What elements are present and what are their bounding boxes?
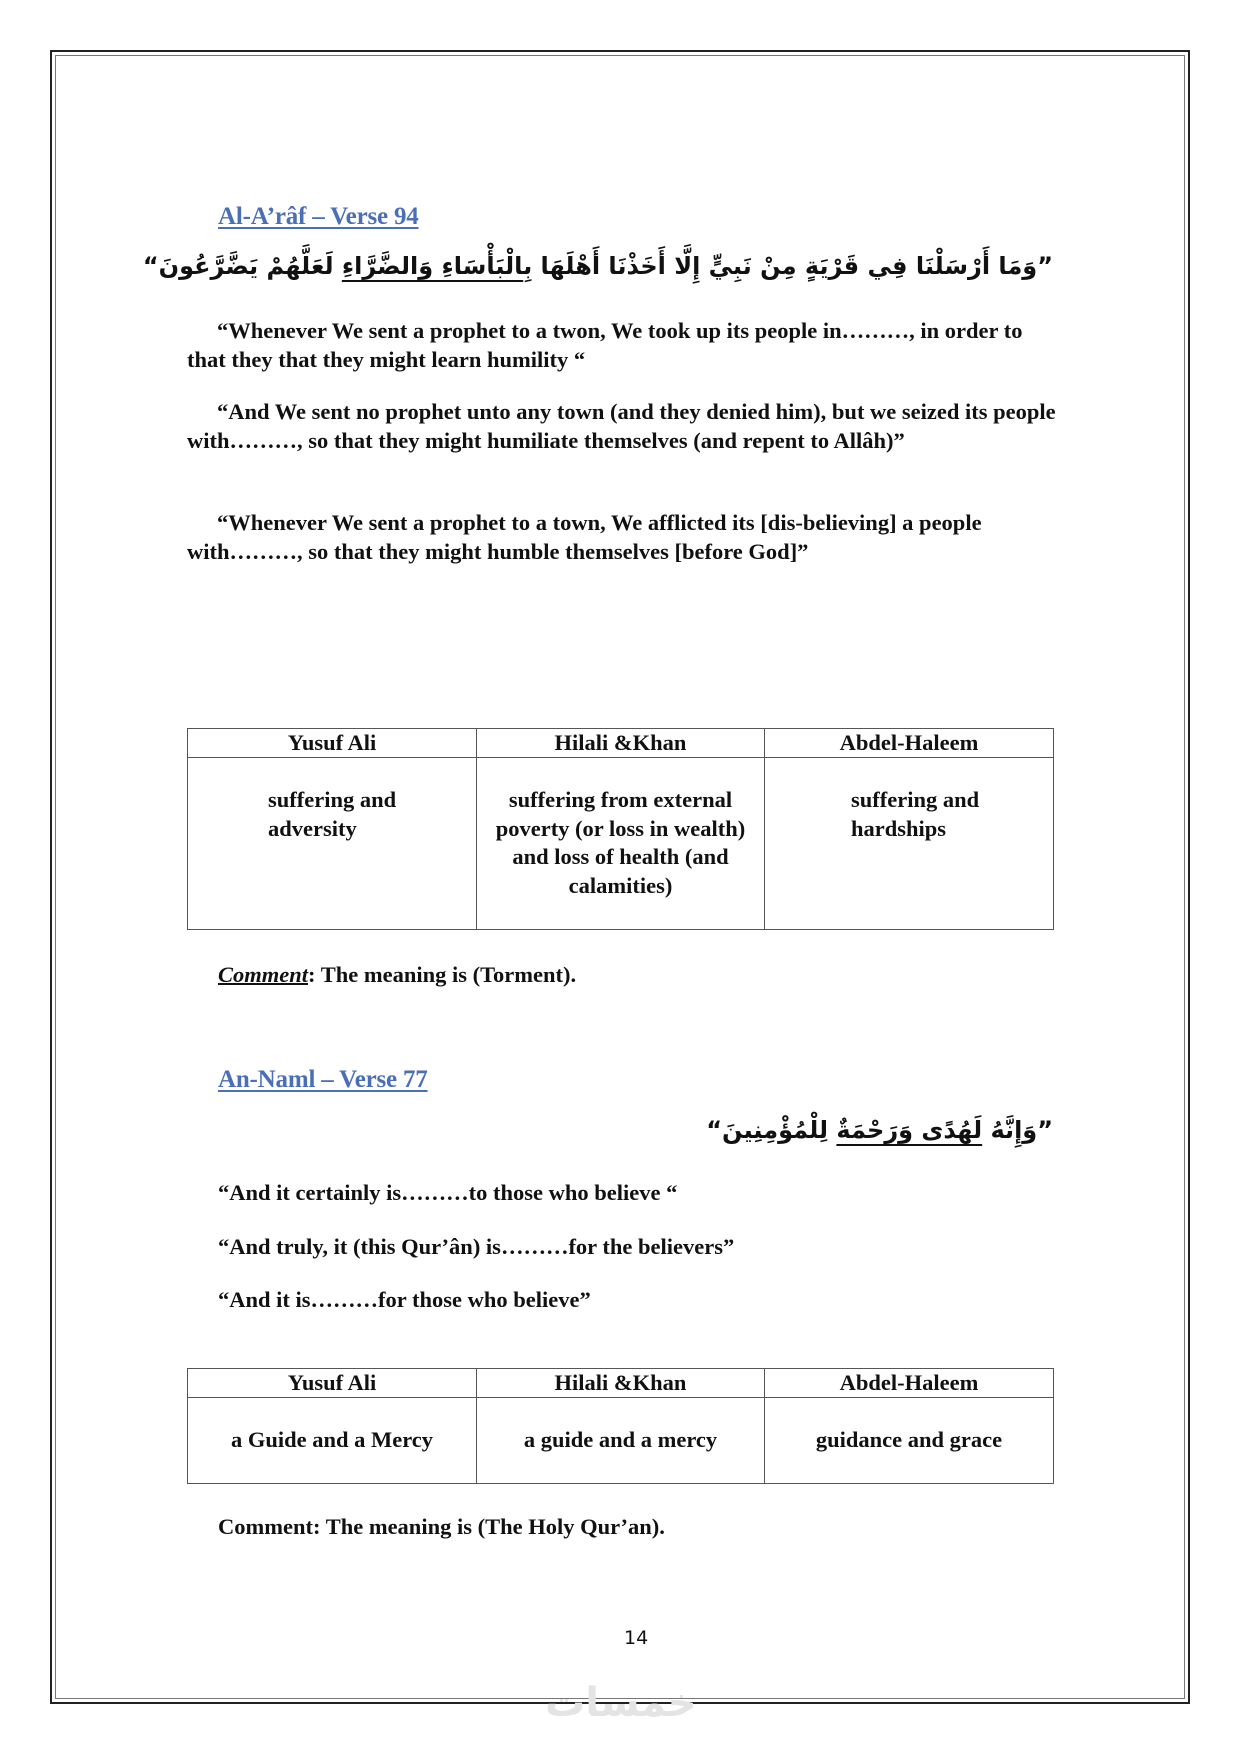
translation-paragraph	[187, 317, 1057, 374]
table-cell: suffering from external poverty (or loss in wealth) and loss of health (and calamities)	[477, 758, 765, 930]
comment-text: : The meaning is (Torment).	[308, 962, 577, 987]
table-cell: suffering and adversity	[188, 758, 477, 930]
arabic-open-quote: ”	[1037, 1116, 1053, 1144]
table-header-hilali-khan: Hilali &Khan	[477, 729, 765, 758]
comment-torment	[218, 961, 576, 989]
table-header-row	[188, 729, 1054, 758]
table-cell: guidance and grace	[765, 1398, 1054, 1484]
table-cell: a Guide and a Mercy	[188, 1398, 477, 1484]
table-cell: a guide and a mercy	[477, 1398, 765, 1484]
arabic-verse-al-araf	[143, 252, 1053, 280]
watermark-logo: خمسات	[545, 1680, 697, 1726]
arabic-verse-part: لِلْمُؤْمِنِينَ	[722, 1116, 837, 1144]
table-row	[188, 1398, 1054, 1484]
table-header-abdel-haleem: Abdel-Haleem	[765, 1369, 1054, 1398]
arabic-verse-an-naml	[706, 1116, 1053, 1144]
comment-holy-quran: Comment: The meaning is (The Holy Qur’an).	[218, 1514, 665, 1539]
arabic-close-quote: “	[706, 1116, 723, 1144]
translation-line: “And it is………for those who believe”	[218, 1287, 591, 1312]
arabic-open-quote: ”	[1037, 252, 1053, 280]
section-heading-al-araf[interactable]: Al-A’râf – Verse 94	[218, 203, 419, 230]
table-header-hilali-khan: Hilali &Khan	[477, 1369, 765, 1398]
translation-line: “And it certainly is………to those who believe “	[218, 1180, 678, 1205]
arabic-close-quote: “	[142, 252, 159, 280]
arabic-verse-part: وَمَا أَرْسَلْنَا فِي قَرْيَةٍ مِنْ نَبِيٍّ إِلَّا أَخَذْنَا أَهْلَهَا بِ	[523, 252, 1038, 280]
translation-text: “Whenever We sent a prophet to a twon, We took up its people in………, in order to that they that they might learn humility “	[187, 318, 1023, 372]
section-heading-an-naml[interactable]: An-Naml – Verse 77	[218, 1066, 428, 1093]
table-row	[188, 758, 1054, 930]
translation-line: “And truly, it (this Qur’ân) is………for the believers”	[218, 1234, 735, 1259]
comment-label: Comment	[218, 962, 309, 987]
page-number: 14	[624, 1627, 649, 1649]
arabic-verse-part: وَإِنَّهُ	[982, 1116, 1038, 1144]
table-header-yusuf-ali: Yusuf Ali	[188, 1369, 477, 1398]
translation-paragraph	[187, 398, 1057, 455]
arabic-verse-highlight: الْبَأْسَاءِ وَالضَّرَّاءِ	[341, 252, 524, 280]
translation-comparison-table	[187, 728, 1054, 930]
table-header-abdel-haleem: Abdel-Haleem	[765, 729, 1054, 758]
table-header-yusuf-ali: Yusuf Ali	[188, 729, 477, 758]
table-header-row	[188, 1369, 1054, 1398]
translation-comparison-table	[187, 1368, 1054, 1484]
arabic-verse-part: لَعَلَّهُمْ يَضَّرَّعُونَ	[158, 252, 342, 280]
arabic-verse-highlight: لَهُدًى وَرَحْمَةٌ	[836, 1116, 983, 1144]
translation-text: “And We sent no prophet unto any town (and they denied him), but we seized its people with………, so that they might humiliate themselves (and repent to Allâh)”	[187, 399, 1056, 453]
table-cell: suffering and hardships	[765, 758, 1054, 930]
translation-text: “Whenever We sent a prophet to a town, We afflicted its [dis-believing] a people with………, so that they might humble themselves [before God]”	[187, 510, 982, 564]
translation-paragraph	[187, 509, 1057, 566]
